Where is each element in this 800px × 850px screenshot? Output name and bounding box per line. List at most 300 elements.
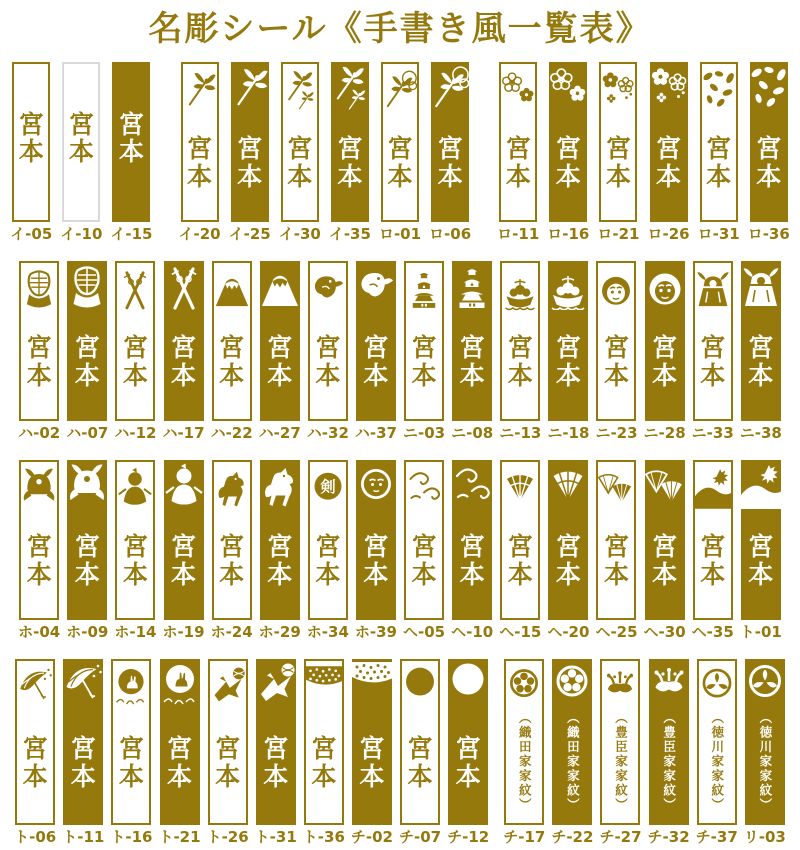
design-code-label: ト-31 bbox=[254, 828, 297, 846]
design-code-label: ニ-03 bbox=[403, 424, 446, 442]
design-code-label: ヘ-05 bbox=[403, 623, 446, 641]
seal-name-text: 宮 本 bbox=[337, 134, 363, 191]
seal-cell bbox=[114, 460, 156, 641]
design-code-label: ハ-12 bbox=[114, 424, 157, 442]
design-code-label: ニ-38 bbox=[739, 424, 782, 442]
seal-cell bbox=[259, 261, 301, 442]
maple-mountain-icon bbox=[741, 460, 781, 509]
seal-cell bbox=[211, 460, 253, 641]
folding-fan-icon bbox=[548, 460, 588, 509]
seal-cell bbox=[744, 659, 786, 846]
paper-umbrella-icon bbox=[17, 661, 53, 710]
seal-cell bbox=[644, 460, 686, 641]
design-code-label: チ-37 bbox=[695, 828, 738, 846]
seal-name-text: 宮 本 bbox=[748, 532, 774, 589]
seal-name-text: 宮 本 bbox=[122, 532, 148, 589]
seal-strip bbox=[231, 62, 269, 222]
design-code-label: ロ-16 bbox=[547, 225, 590, 243]
seal-strip bbox=[164, 261, 204, 421]
cherry-blossom-icon bbox=[601, 64, 635, 113]
design-code-label: ト-11 bbox=[62, 828, 105, 846]
seal-strip bbox=[552, 659, 592, 825]
fan-pair-icon bbox=[645, 460, 685, 509]
design-code-label: ホ-04 bbox=[18, 623, 61, 641]
seal-group bbox=[10, 62, 152, 243]
origami-crane-icon bbox=[256, 659, 296, 708]
seal-strip bbox=[381, 62, 419, 222]
seal-cell bbox=[162, 460, 204, 641]
seal-cell bbox=[403, 261, 445, 442]
plum-blossom-icon bbox=[549, 62, 587, 111]
seal-strip bbox=[12, 62, 50, 222]
design-code-label: ホ-24 bbox=[210, 623, 253, 641]
seal-cell bbox=[307, 261, 349, 442]
seal-strip bbox=[115, 460, 155, 620]
kendo-mask-icon bbox=[67, 261, 107, 310]
design-code-label: ロ-01 bbox=[378, 225, 422, 243]
seal-cell bbox=[60, 62, 102, 243]
seal-name-text: 宮 本 bbox=[187, 134, 213, 191]
svg-text:剣: 剣 bbox=[320, 478, 336, 497]
seal-strip bbox=[112, 62, 150, 222]
seal-cell bbox=[110, 659, 152, 846]
seal-strip bbox=[741, 460, 781, 620]
design-code-label: イ-35 bbox=[328, 225, 371, 243]
design-code-label: チ-27 bbox=[599, 828, 642, 846]
seal-group bbox=[503, 659, 786, 846]
design-code-label: ニ-18 bbox=[547, 424, 590, 442]
seal-strip bbox=[645, 261, 685, 421]
seal-strip bbox=[67, 261, 107, 421]
seal-cell bbox=[740, 261, 782, 442]
seal-strip bbox=[599, 62, 637, 222]
seal-strip bbox=[308, 460, 348, 620]
horse-icon bbox=[214, 462, 250, 511]
design-code-label: ハ-07 bbox=[66, 424, 109, 442]
seal-cell bbox=[114, 261, 156, 442]
seal-row-2 bbox=[0, 261, 800, 442]
armor-doll-icon bbox=[741, 261, 781, 310]
seal-strip bbox=[181, 62, 219, 222]
seal-cell bbox=[748, 62, 790, 243]
design-code-label: チ-02 bbox=[350, 828, 393, 846]
seal-cell bbox=[162, 261, 204, 442]
seal-strip bbox=[212, 460, 252, 620]
seal-cell bbox=[698, 62, 740, 243]
seal-cell bbox=[179, 62, 221, 243]
seal-cell bbox=[692, 261, 734, 442]
dragonfly-icon bbox=[231, 62, 269, 111]
seal-strip bbox=[63, 659, 103, 825]
seal-strip bbox=[499, 62, 537, 222]
seal-strip bbox=[260, 460, 300, 620]
design-code-label: ヘ-30 bbox=[643, 623, 686, 641]
seal-name-text: 宮 本 bbox=[756, 134, 782, 191]
seal-strip bbox=[308, 261, 348, 421]
seal-strip bbox=[431, 62, 469, 222]
seal-name-text: 宮 本 bbox=[411, 333, 437, 390]
sakura-petals-icon bbox=[702, 64, 736, 113]
kamon-label: （豊臣家家紋） bbox=[613, 710, 629, 813]
design-code-label: ハ-22 bbox=[210, 424, 253, 442]
seal-name-text: 宮 本 bbox=[18, 109, 44, 166]
design-code-label: ホ-19 bbox=[162, 623, 205, 641]
seal-name-text: 宮 本 bbox=[706, 134, 732, 191]
design-code-label: ホ-39 bbox=[354, 623, 397, 641]
seal-strip bbox=[260, 261, 300, 421]
toyotomi-crest-icon bbox=[602, 661, 638, 704]
design-code-label: イ-20 bbox=[178, 225, 221, 243]
seal-name-text: 宮 本 bbox=[215, 734, 241, 791]
seal-cell bbox=[66, 460, 108, 641]
design-code-label: ヘ-35 bbox=[691, 623, 734, 641]
design-code-label: ト-36 bbox=[302, 828, 345, 846]
seal-cell bbox=[547, 62, 589, 243]
seal-name-text: 宮 本 bbox=[455, 734, 481, 791]
design-code-label: チ-22 bbox=[551, 828, 594, 846]
seal-group bbox=[179, 62, 472, 243]
seal-strip bbox=[62, 62, 100, 222]
seal-name-text: 宮 本 bbox=[315, 333, 341, 390]
seal-strip bbox=[256, 659, 296, 825]
seal-name-text: 宮 本 bbox=[407, 734, 433, 791]
seal-strip bbox=[111, 659, 151, 825]
design-code-label: ロ-31 bbox=[697, 225, 740, 243]
seal-name-text: 宮 本 bbox=[122, 333, 148, 390]
seal-cell bbox=[597, 62, 639, 243]
seal-strip bbox=[697, 659, 737, 825]
maple-mountain-icon bbox=[695, 462, 731, 511]
armor-doll-icon bbox=[695, 263, 731, 312]
kamon-label: （徳川家家紋） bbox=[709, 710, 725, 813]
seal-name-text: 宮 本 bbox=[555, 134, 581, 191]
design-code-label: リ-03 bbox=[743, 828, 786, 846]
seal-cell bbox=[307, 460, 349, 641]
design-code-label: ト-01 bbox=[739, 623, 782, 641]
seal-strip bbox=[649, 659, 689, 825]
seal-cell bbox=[648, 659, 690, 846]
seal-cell bbox=[547, 460, 589, 641]
komon-pattern-icon bbox=[352, 659, 392, 708]
kamon-label: （織田家家紋） bbox=[565, 710, 581, 813]
design-code-label: ロ-11 bbox=[497, 225, 540, 243]
tokugawa-crest-icon bbox=[699, 661, 735, 704]
design-code-label: イ-10 bbox=[60, 225, 103, 243]
seal-name-text: 宮 本 bbox=[118, 734, 144, 791]
seal-name-text: 宮 本 bbox=[459, 333, 485, 390]
seal-name-text: 宮 本 bbox=[170, 333, 196, 390]
design-code-label: ハ-37 bbox=[354, 424, 397, 442]
seal-cell bbox=[355, 460, 397, 641]
seal-strip bbox=[650, 62, 688, 222]
design-code-label: チ-12 bbox=[447, 828, 490, 846]
seal-cell bbox=[355, 261, 397, 442]
design-code-label: チ-17 bbox=[503, 828, 546, 846]
seal-cell bbox=[499, 460, 541, 641]
seal-name-text: 宮 本 bbox=[411, 532, 437, 589]
seal-name-text: 宮 本 bbox=[656, 134, 682, 191]
seal-cell bbox=[497, 62, 539, 243]
seal-name-text: 宮 本 bbox=[700, 333, 726, 390]
seal-name-text: 宮 本 bbox=[74, 532, 100, 589]
seal-cell bbox=[429, 62, 471, 243]
seal-name-text: 宮 本 bbox=[219, 333, 245, 390]
design-code-label: ニ-08 bbox=[451, 424, 494, 442]
design-code-label: ホ-34 bbox=[306, 623, 349, 641]
design-code-label: ハ-17 bbox=[162, 424, 205, 442]
seal-strip bbox=[212, 261, 252, 421]
seal-strip bbox=[19, 460, 59, 620]
design-code-label: ト-16 bbox=[110, 828, 153, 846]
seal-name-text: 宮 本 bbox=[267, 532, 293, 589]
seal-cell bbox=[451, 261, 493, 442]
paper-umbrella-icon bbox=[63, 659, 103, 708]
treasure-ship-icon bbox=[502, 263, 538, 312]
design-code-label: ニ-28 bbox=[643, 424, 686, 442]
design-code-label: ヘ-20 bbox=[547, 623, 590, 641]
seal-name-text: 宮 本 bbox=[166, 734, 192, 791]
seal-name-text: 宮 本 bbox=[748, 333, 774, 390]
seal-name-text: 宮 本 bbox=[237, 134, 263, 191]
design-code-label: ホ-14 bbox=[114, 623, 157, 641]
seal-strip bbox=[281, 62, 319, 222]
seal-strip bbox=[160, 659, 200, 825]
oda-crest-icon bbox=[506, 661, 542, 704]
seal-strip bbox=[452, 261, 492, 421]
seal-name-text: 宮 本 bbox=[315, 532, 341, 589]
seal-strip bbox=[356, 460, 396, 620]
design-code-label: ト-26 bbox=[206, 828, 249, 846]
seal-name-text: 宮 本 bbox=[555, 333, 581, 390]
seal-cell bbox=[447, 659, 489, 846]
design-code-label: ヘ-25 bbox=[595, 623, 638, 641]
tokugawa-crest-icon bbox=[745, 659, 785, 702]
seal-strip bbox=[548, 261, 588, 421]
dragonfly-pair-icon bbox=[283, 64, 317, 113]
seal-cell bbox=[259, 460, 301, 641]
cloud-swirls-icon bbox=[406, 462, 442, 511]
seal-strip bbox=[596, 460, 636, 620]
design-code-label: ト-06 bbox=[14, 828, 57, 846]
seal-strip bbox=[352, 659, 392, 825]
design-code-label: ハ-32 bbox=[306, 424, 349, 442]
treasure-ship-icon bbox=[548, 261, 588, 310]
kabuto-helmet-icon bbox=[67, 460, 107, 509]
seal-cell bbox=[18, 261, 60, 442]
seal-name-text: 宮 本 bbox=[263, 734, 289, 791]
design-code-label: ヘ-15 bbox=[499, 623, 542, 641]
plum-blossom-icon bbox=[501, 64, 535, 113]
komon-pattern-icon bbox=[306, 661, 342, 710]
moon-rabbit-icon bbox=[160, 659, 200, 708]
seal-cell bbox=[644, 261, 686, 442]
kabuto-helmet-icon bbox=[21, 462, 57, 511]
mt-fuji-icon bbox=[260, 261, 300, 310]
seal-cell bbox=[351, 659, 393, 846]
design-code-label: チ-32 bbox=[647, 828, 690, 846]
seal-name-text: 宮 本 bbox=[700, 532, 726, 589]
seal-cell bbox=[403, 460, 445, 641]
seal-name-text: 宮 本 bbox=[652, 333, 678, 390]
seal-strip bbox=[331, 62, 369, 222]
origami-crane-icon bbox=[210, 661, 246, 710]
castle-icon bbox=[452, 261, 492, 310]
seal-strip bbox=[400, 659, 440, 825]
seal-name-text: 宮 本 bbox=[287, 134, 313, 191]
seal-row-4 bbox=[0, 659, 800, 846]
seal-name-text: 宮 本 bbox=[118, 109, 144, 166]
design-code-label: イ-25 bbox=[228, 225, 271, 243]
seal-name-text: 宮 本 bbox=[22, 734, 48, 791]
seal-strip bbox=[645, 460, 685, 620]
seal-name-text: 宮 本 bbox=[437, 134, 463, 191]
seal-strip bbox=[693, 460, 733, 620]
mt-fuji-icon bbox=[214, 263, 250, 312]
dragonfly-pair-icon bbox=[331, 62, 369, 111]
seal-name-text: 宮 本 bbox=[267, 333, 293, 390]
seal-cell bbox=[303, 659, 345, 846]
seal-cell bbox=[696, 659, 738, 846]
seal-strip bbox=[596, 261, 636, 421]
design-code-label: ロ-36 bbox=[747, 225, 790, 243]
design-code-label: ハ-27 bbox=[258, 424, 301, 442]
samurai-silhouette-icon bbox=[164, 460, 204, 509]
seal-name-text: 宮 本 bbox=[74, 333, 100, 390]
design-code-label: ロ-06 bbox=[429, 225, 472, 243]
seal-name-text: 宮 本 bbox=[219, 532, 245, 589]
seal-cell bbox=[551, 659, 593, 846]
seal-group bbox=[18, 460, 782, 641]
seal-name-text: 宮 本 bbox=[505, 134, 531, 191]
design-code-label: イ-05 bbox=[10, 225, 53, 243]
seal-cell bbox=[62, 659, 104, 846]
dragonfly-icon bbox=[183, 64, 217, 113]
seal-row-3 bbox=[0, 460, 800, 641]
design-code-label: ニ-23 bbox=[595, 424, 638, 442]
seal-strip bbox=[208, 659, 248, 825]
seal-strip bbox=[164, 460, 204, 620]
seal-name-text: 宮 本 bbox=[68, 109, 94, 166]
seal-cell bbox=[451, 460, 493, 641]
design-code-label: ハ-02 bbox=[18, 424, 61, 442]
seal-cell bbox=[211, 261, 253, 442]
design-code-label: ホ-09 bbox=[66, 623, 109, 641]
seal-strip bbox=[741, 261, 781, 421]
sun-circle-icon bbox=[448, 659, 488, 708]
fan-pair-icon bbox=[598, 462, 634, 511]
seal-cell bbox=[595, 460, 637, 641]
seal-cell bbox=[599, 659, 641, 846]
seal-name-text: 宮 本 bbox=[603, 333, 629, 390]
kamon-label: （豊臣家家紋） bbox=[661, 710, 677, 813]
seal-strip bbox=[500, 261, 540, 421]
oda-crest-icon bbox=[552, 659, 592, 702]
horse-icon bbox=[260, 460, 300, 509]
design-code-label: ニ-13 bbox=[499, 424, 542, 442]
samurai-silhouette-icon bbox=[117, 462, 153, 511]
seal-name-text: 宮 本 bbox=[605, 134, 631, 191]
seal-strip bbox=[750, 62, 788, 222]
seal-catalog bbox=[0, 62, 800, 846]
kamon-label: （徳川家家紋） bbox=[757, 710, 773, 813]
sun-circle-icon bbox=[402, 661, 438, 710]
kamon-label: （織田家家紋） bbox=[517, 710, 533, 813]
plover-bird-icon bbox=[356, 261, 396, 310]
seal-cell bbox=[207, 659, 249, 846]
seal-group bbox=[497, 62, 790, 243]
seal-name-text: 宮 本 bbox=[311, 734, 337, 791]
daruma-icon bbox=[645, 261, 685, 310]
toyotomi-crest-icon bbox=[649, 659, 689, 702]
seal-cell bbox=[399, 659, 441, 846]
crossed-shinai-icon bbox=[117, 263, 153, 312]
cloud-swirls-icon bbox=[452, 460, 492, 509]
seal-cell bbox=[740, 460, 782, 641]
design-code-label: ロ-26 bbox=[647, 225, 690, 243]
design-code-label: イ-30 bbox=[278, 225, 321, 243]
seal-cell bbox=[14, 659, 56, 846]
design-code-label: ヘ-10 bbox=[451, 623, 494, 641]
seal-strip bbox=[452, 460, 492, 620]
seal-cell bbox=[66, 261, 108, 442]
seal-cell bbox=[10, 62, 52, 243]
seal-strip bbox=[448, 659, 488, 825]
seal-strip bbox=[549, 62, 587, 222]
seal-strip bbox=[404, 261, 444, 421]
cherry-blossom-icon bbox=[650, 62, 688, 111]
sakura-petals-icon bbox=[750, 62, 788, 111]
seal-strip bbox=[693, 261, 733, 421]
seal-cell bbox=[229, 62, 271, 243]
page-title: 名彫シール《手書き風一覧表》 bbox=[148, 9, 652, 49]
seal-strip bbox=[67, 460, 107, 620]
seal-name-text: 宮 本 bbox=[507, 333, 533, 390]
seal-strip bbox=[548, 460, 588, 620]
seal-strip bbox=[304, 659, 344, 825]
ken-kanji-circle-icon bbox=[310, 462, 346, 511]
seal-name-text: 宮 本 bbox=[26, 532, 52, 589]
seal-cell bbox=[692, 460, 734, 641]
seal-name-text: 宮 本 bbox=[363, 333, 389, 390]
seal-name-text: 宮 本 bbox=[603, 532, 629, 589]
kendo-mask-icon bbox=[21, 263, 57, 312]
seal-name-text: 宮 本 bbox=[387, 134, 413, 191]
design-code-label: ト-21 bbox=[158, 828, 201, 846]
moon-rabbit-icon bbox=[113, 661, 149, 710]
folding-fan-icon bbox=[502, 462, 538, 511]
seal-cell bbox=[503, 659, 545, 846]
seal-group bbox=[14, 659, 489, 846]
seal-strip bbox=[500, 460, 540, 620]
seal-name-text: 宮 本 bbox=[26, 333, 52, 390]
seal-name-text: 宮 本 bbox=[359, 734, 385, 791]
seal-name-text: 宮 本 bbox=[555, 532, 581, 589]
musashi-circle-icon bbox=[356, 460, 396, 509]
seal-strip bbox=[19, 261, 59, 421]
seal-cell bbox=[647, 62, 689, 243]
seal-cell bbox=[158, 659, 200, 846]
seal-row-1 bbox=[0, 62, 800, 243]
seal-strip bbox=[745, 659, 785, 825]
seal-strip bbox=[600, 659, 640, 825]
seal-name-text: 宮 本 bbox=[170, 532, 196, 589]
seal-cell bbox=[110, 62, 152, 243]
seal-cell bbox=[279, 62, 321, 243]
seal-cell bbox=[255, 659, 297, 846]
design-code-label: イ-15 bbox=[110, 225, 153, 243]
daruma-icon bbox=[598, 263, 634, 312]
castle-icon bbox=[406, 263, 442, 312]
